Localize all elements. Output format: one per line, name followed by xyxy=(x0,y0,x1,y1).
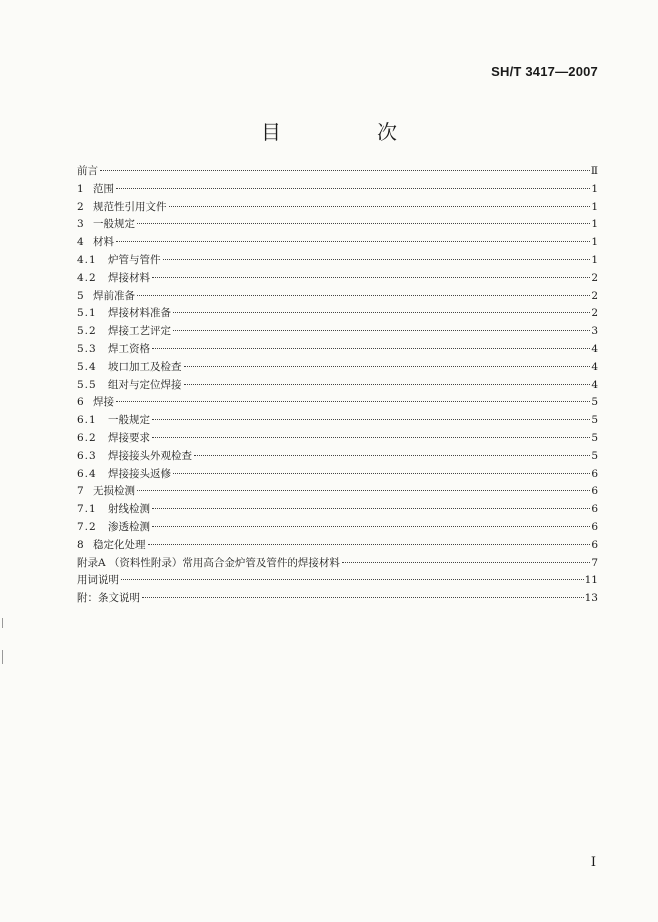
toc-entry-page: 4 xyxy=(591,378,598,391)
toc-entry-title: 焊接接头返修 xyxy=(108,467,171,480)
toc-entry-page: 2 xyxy=(591,289,598,302)
toc-entry-number: 7.2 xyxy=(77,520,97,533)
toc-entry-page: 7 xyxy=(591,556,598,569)
toc-entry-page: 5 xyxy=(591,431,598,444)
dot-leader xyxy=(142,587,584,598)
toc-entry-page: 4 xyxy=(591,342,598,355)
toc-entry-number: 5.3 xyxy=(77,342,97,355)
toc-entry-title: 焊接接头外观检查 xyxy=(108,449,192,462)
toc-entry-title: 渗透检测 xyxy=(108,520,150,533)
toc-entry-page: 6 xyxy=(591,520,598,533)
table-of-contents xyxy=(77,163,598,608)
dot-leader xyxy=(137,285,590,296)
toc-entry-page: Ⅱ xyxy=(590,165,598,177)
dot-leader xyxy=(152,498,590,509)
toc-entry-title: 焊接 xyxy=(93,396,114,409)
toc-entry-page: 1 xyxy=(591,182,598,195)
toc-entry-title: 焊前准备 xyxy=(93,289,135,302)
toc-entry-page: 5 xyxy=(591,449,598,462)
toc-entry-number: 4 xyxy=(77,236,85,249)
dot-leader xyxy=(148,534,591,545)
toc-entry-title: 一般规定 xyxy=(93,218,135,231)
dot-leader xyxy=(116,178,590,189)
toc-entry-title: 材料 xyxy=(93,236,114,249)
toc-entry-title: 用词说明 xyxy=(77,574,119,587)
toc-entry-number: 6.3 xyxy=(77,449,97,462)
toc-entry-page: 1 xyxy=(591,200,598,213)
toc-entry-page: 1 xyxy=(591,218,598,231)
toc-entry-number: 4.2 xyxy=(77,271,97,284)
dot-leader xyxy=(152,516,590,527)
toc-entry-title: 一般规定 xyxy=(108,414,150,427)
dot-leader xyxy=(173,302,590,313)
toc-entry-number: 5.1 xyxy=(77,307,97,320)
toc-entry-number: 5.2 xyxy=(77,325,97,338)
dot-leader xyxy=(137,213,590,224)
toc-entry-page: 11 xyxy=(584,574,598,587)
dot-leader xyxy=(137,480,590,491)
toc-entry-title: 规范性引用文件 xyxy=(93,200,167,213)
toc-entry-page: 2 xyxy=(591,307,598,320)
toc-entry-page: 1 xyxy=(591,236,598,249)
standard-code: SH/T 3417—2007 xyxy=(491,64,598,79)
toc-entry-page: 3 xyxy=(591,325,598,338)
dot-leader xyxy=(163,249,591,260)
toc-entry-page: 4 xyxy=(591,360,598,373)
toc-entry-number: 5 xyxy=(77,289,85,302)
toc-entry-number: 6.4 xyxy=(77,467,97,480)
toc-entry-page: 5 xyxy=(591,414,598,427)
page-number: I xyxy=(590,855,596,870)
dot-leader xyxy=(116,231,590,242)
toc-entry-title: 稳定化处理 xyxy=(93,538,146,551)
dot-leader xyxy=(184,374,591,385)
toc-entry-number: 6 xyxy=(77,396,85,409)
toc-entry-title: 附录A （资料性附录）常用高合金炉管及管件的焊接材料 xyxy=(77,556,340,569)
scan-artifact xyxy=(2,650,3,664)
toc-entry[interactable] xyxy=(77,590,598,608)
toc-entry-page: 5 xyxy=(591,396,598,409)
toc-entry-page: 6 xyxy=(591,485,598,498)
toc-entry-page: 1 xyxy=(591,253,598,266)
toc-entry-title: 附：条文说明 xyxy=(77,592,140,605)
toc-entry-page: 6 xyxy=(591,538,598,551)
dot-leader xyxy=(152,338,590,349)
dot-leader xyxy=(169,196,591,207)
scan-artifact xyxy=(2,618,3,628)
dot-leader xyxy=(116,391,590,402)
dot-leader xyxy=(173,463,590,474)
toc-entry-title: 无损检测 xyxy=(93,485,135,498)
dot-leader xyxy=(152,409,590,420)
toc-entry-title: 焊工资格 xyxy=(108,342,150,355)
toc-entry-page: 6 xyxy=(591,503,598,516)
toc-entry-title: 焊接要求 xyxy=(108,431,150,444)
toc-entry-number: 5.5 xyxy=(77,378,97,391)
toc-entry-title: 范围 xyxy=(93,182,114,195)
dot-leader xyxy=(152,427,590,438)
toc-entry-title: 焊接材料 xyxy=(108,271,150,284)
dot-leader xyxy=(342,552,590,563)
toc-entry-number: 7 xyxy=(77,485,85,498)
toc-entry-title: 前言 xyxy=(77,165,98,177)
toc-entry-title: 坡口加工及检查 xyxy=(108,360,182,373)
dot-leader xyxy=(152,267,590,278)
dot-leader xyxy=(194,445,590,456)
toc-entry-number: 4.1 xyxy=(77,253,97,266)
toc-entry-number: 6.1 xyxy=(77,414,97,427)
toc-entry-number: 5.4 xyxy=(77,360,97,373)
toc-entry-number: 6.2 xyxy=(77,431,97,444)
toc-entry-title: 焊接工艺评定 xyxy=(108,325,171,338)
toc-entry-number: 3 xyxy=(77,218,85,231)
toc-entry-page: 2 xyxy=(591,271,598,284)
toc-entry-page: 13 xyxy=(584,592,598,605)
dot-leader xyxy=(100,160,590,171)
toc-entry-title: 焊接材料准备 xyxy=(108,307,171,320)
toc-entry-number: 2 xyxy=(77,200,85,213)
dot-leader xyxy=(173,320,590,331)
dot-leader xyxy=(184,356,591,367)
toc-entry-title: 炉管与管件 xyxy=(108,253,161,266)
toc-entry-number: 8 xyxy=(77,538,85,551)
toc-entry-page: 6 xyxy=(591,467,598,480)
dot-leader xyxy=(121,569,584,580)
toc-entry-number: 1 xyxy=(77,182,85,195)
toc-entry-title: 射线检测 xyxy=(108,503,150,516)
toc-entry-number: 7.1 xyxy=(77,503,97,516)
toc-title: 目 次 xyxy=(261,120,435,144)
toc-entry-title: 组对与定位焊接 xyxy=(108,378,182,391)
